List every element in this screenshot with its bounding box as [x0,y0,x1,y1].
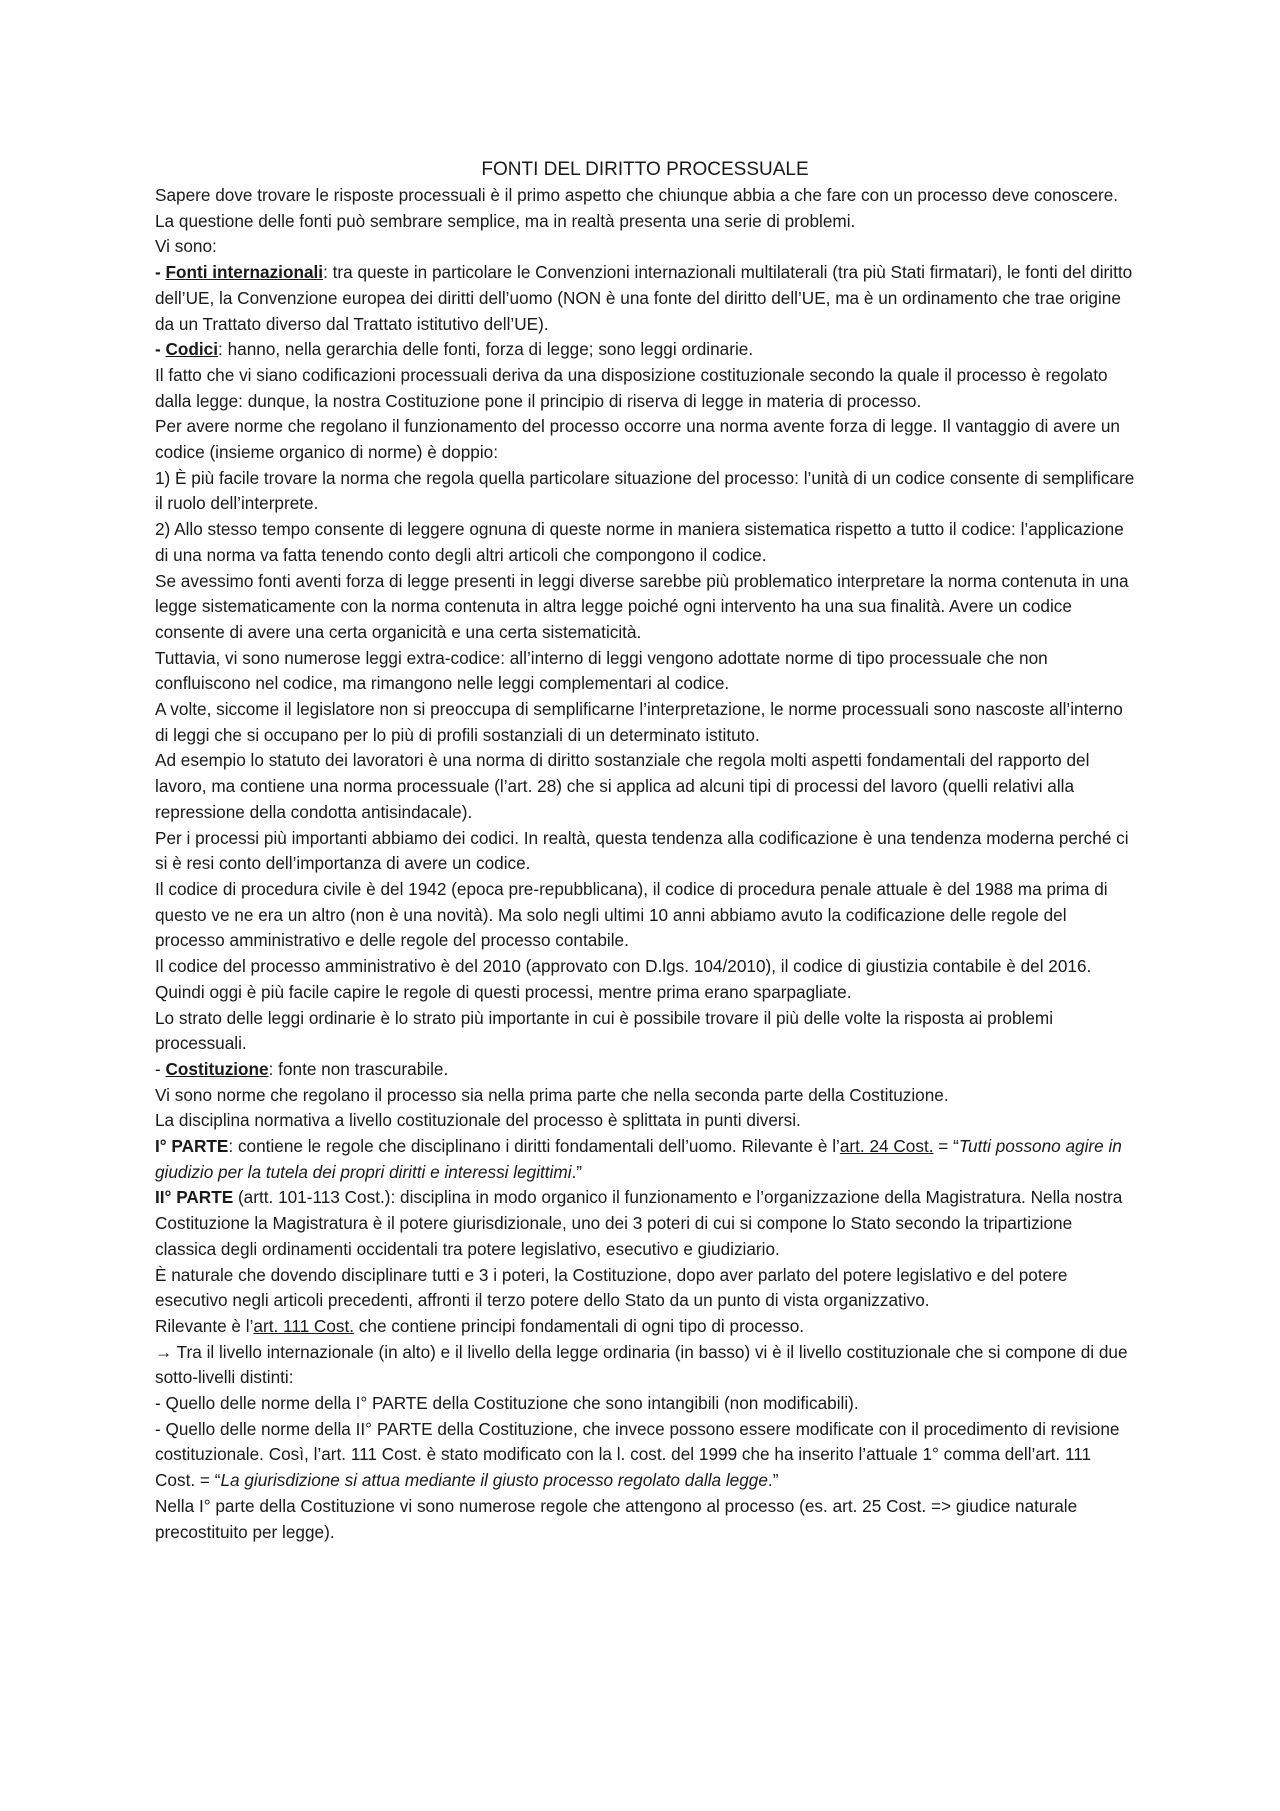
text-run: : contiene le regole che disciplinano i diritti fondamentali dell’uomo. Rilevante è l’ [228,1136,840,1157]
paragraph: Il codice di procedura civile è del 1942 (epoca pre-repubblicana), il codice di procedura penale attuale è del 1988 ma prima di questo ve ne era un altro (non è una novità). Ma solo negli ultimi 10 anni abbiamo avuto la codificazione delle regole del processo amministrativo e delle regole del processo contabile. [155,878,1108,951]
paragraph: La disciplina normativa a livello costituzionale del processo è splittata in punti diversi. [155,1110,801,1131]
paragraph: Per avere norme che regolano il funzionamento del processo occorre una norma avente forza di legge. Il vantaggio di avere un codice (insieme organico di norme) è doppio: [155,416,1120,463]
paragraph: La questione delle fonti può sembrare semplice, ma in realtà presenta una serie di problemi. [155,210,856,231]
list-dash: - [155,1058,166,1079]
term-description: : fonte non trascurabile. [268,1058,449,1079]
quote-art-111: La giurisdizione si attua mediante il giusto processo regolato dalla legge [220,1470,768,1491]
list-item-codici [155,337,1135,363]
text-run: Rilevante è l’ [155,1315,254,1336]
paragraph-seconda-parte [155,1185,1135,1262]
term-prima-parte: I° PARTE [155,1136,229,1157]
paragraph: Ad esempio lo statuto dei lavoratori è una norma di diritto sostanziale che regola molti aspetti fondamentali del rapporto del lavoro, ma contiene una norma processuale (l’art. 28) che si applica ad alcuni tipi di processi del lavoro (quelli relativi alla repressione della condotta antisindacale). [155,750,1090,822]
paragraph: - Quello delle norme della I° PARTE della Costituzione che sono intangibili (non modificabili). [155,1393,859,1414]
paragraph: Vi sono norme che regolano il processo sia nella prima parte che nella seconda parte della Costituzione. [155,1084,949,1105]
text-run: - Quello delle norme della II° PARTE della Costituzione, che invece possono essere modificate con il procedimento di revisione costituzionale. Così, l’art. 111 Cost. è stato modificato con la l. cost. del 1999 che ha inserito l’attuale 1° comma dell’art. 111 Cost. = “ [155,1418,1120,1491]
link-art-24[interactable]: art. 24 Cost. [839,1136,934,1157]
term-codici: Codici [165,339,219,360]
term-description: : tra queste in particolare le Convenzioni internazionali multilaterali (tra più Stati firmatari), le fonti del diritto dell’UE, la Convenzione europea dei diritti dell’uomo (NON è una fonte del diritto dell’UE, ma è un ordinamento che trae origine da un Trattato diverso dal Trattato istitutivo dell’UE). [155,262,1133,334]
list-item-fonti-internazionali [155,260,1135,337]
text-run: che contiene principi fondamentali di ogni tipo di processo. [354,1315,805,1336]
paragraph: → Tra il livello internazionale (in alto) e il livello della legge ordinaria (in basso) vi è il livello costituzionale che si compone di due sotto-livelli distinti: [155,1341,1128,1388]
quote-art-24: Tutti possono agire in giudizio per la tutela dei propri diritti e interessi legittimi [155,1136,1122,1182]
text-run: .” [571,1161,583,1182]
term-seconda-parte: II° PARTE [155,1187,234,1208]
list-dash: - [155,262,166,283]
paragraph: Il fatto che vi siano codificazioni processuali deriva da una disposizione costituzionale secondo la quale il processo è regolato dalla legge: dunque, la nostra Costituzione pone il principio di riserva di legge in materia di processo. [155,364,1108,411]
paragraph: 1) È più facile trovare la norma che regola quella particolare situazione del processo: l’unità di un codice consente di semplificare il ruolo dell’interprete. [155,467,1135,514]
text-run: .” [767,1470,779,1491]
paragraph: Tuttavia, vi sono numerose leggi extra-codice: all’interno di leggi vengono adottate norme di tipo processuale che non confluiscono nel codice, ma rimangono nelle leggi complementari al codice. [155,647,1048,694]
document-page [155,157,1135,1545]
list-item-costituzione [155,1057,1135,1083]
paragraph: 2) Allo stesso tempo consente di leggere ognuna di queste norme in maniera sistematica rispetto a tutto il codice: l’applicazione di una norma va fatta tenendo conto degli altri articoli che compongono il codice. [155,519,1124,565]
text-run: = “ [933,1136,959,1157]
paragraph: Lo strato delle leggi ordinarie è lo strato più importante in cui è possibile trovare il più delle volte la risposta ai problemi processuali. [155,1007,1054,1054]
paragraph: Se avessimo fonti aventi forza di legge presenti in leggi diverse sarebbe più problematico interpretare la norma contenuta in una legge sistematicamente con la norma contenuta in altra legge poiché ogni intervento ha una sua finalità. Avere un codice consente di avere una certa organicità e una certa sistematicità. [155,570,1129,642]
paragraph: Nella I° parte della Costituzione vi sono numerose regole che attengono al processo (es. art. 25 Cost. => giudice naturale precostituito per legge). [155,1495,1078,1542]
paragraph-art-111 [155,1314,1135,1340]
text-run: (artt. 101-113 Cost.): disciplina in modo organico il funzionamento e l’organizzazione della Magistratura. Nella nostra Costituzione la Magistratura è il potere giurisdizionale, uno dei 3 poteri di cui si compone lo Stato secondo la tripartizione classica degli ordinamenti occidentali tra potere legislativo, esecutivo e giudiziario. [155,1187,1123,1259]
term-description: : hanno, nella gerarchia delle fonti, forza di legge; sono leggi ordinarie. [218,339,754,360]
paragraph: A volte, siccome il legislatore non si preoccupa di semplificarne l’interpretazione, le norme processuali sono nascoste all’interno di leggi che si occupano per lo più di profili sostanziali di un determinato istituto. [155,699,1123,745]
list-dash: - [155,339,166,360]
paragraph-prima-parte [155,1134,1135,1185]
paragraph: Per i processi più importanti abbiamo dei codici. In realtà, questa tendenza alla codificazione è una tendenza moderna perché ci si è resi conto dell’importanza di avere un codice. [155,827,1129,874]
link-art-111[interactable]: art. 111 Cost. [253,1315,355,1336]
term-costituzione: Costituzione [165,1058,269,1079]
paragraph-revisione [155,1417,1135,1494]
paragraph: Il codice del processo amministrativo è del 2010 (approvato con D.lgs. 104/2010), il codice di giustizia contabile è del 2016. Quindi oggi è più facile capire le regole di questi processi, mentre prima erano sparpagliate. [155,956,1092,1002]
term-fonti-internazionali: Fonti internazionali [165,262,324,283]
document-title: FONTI DEL DIRITTO PROCESSUALE [481,159,809,180]
paragraph: Vi sono: [155,236,217,257]
paragraph: Sapere dove trovare le risposte processuali è il primo aspetto che chiunque abbia a che fare con un processo deve conoscere. [155,185,1119,205]
paragraph: È naturale che dovendo disciplinare tutti e 3 i poteri, la Costituzione, dopo aver parlato del potere legislativo e del potere esecutivo negli articoli precedenti, affronti il terzo potere dello Stato da un punto di vista organizzativo. [155,1264,1068,1311]
